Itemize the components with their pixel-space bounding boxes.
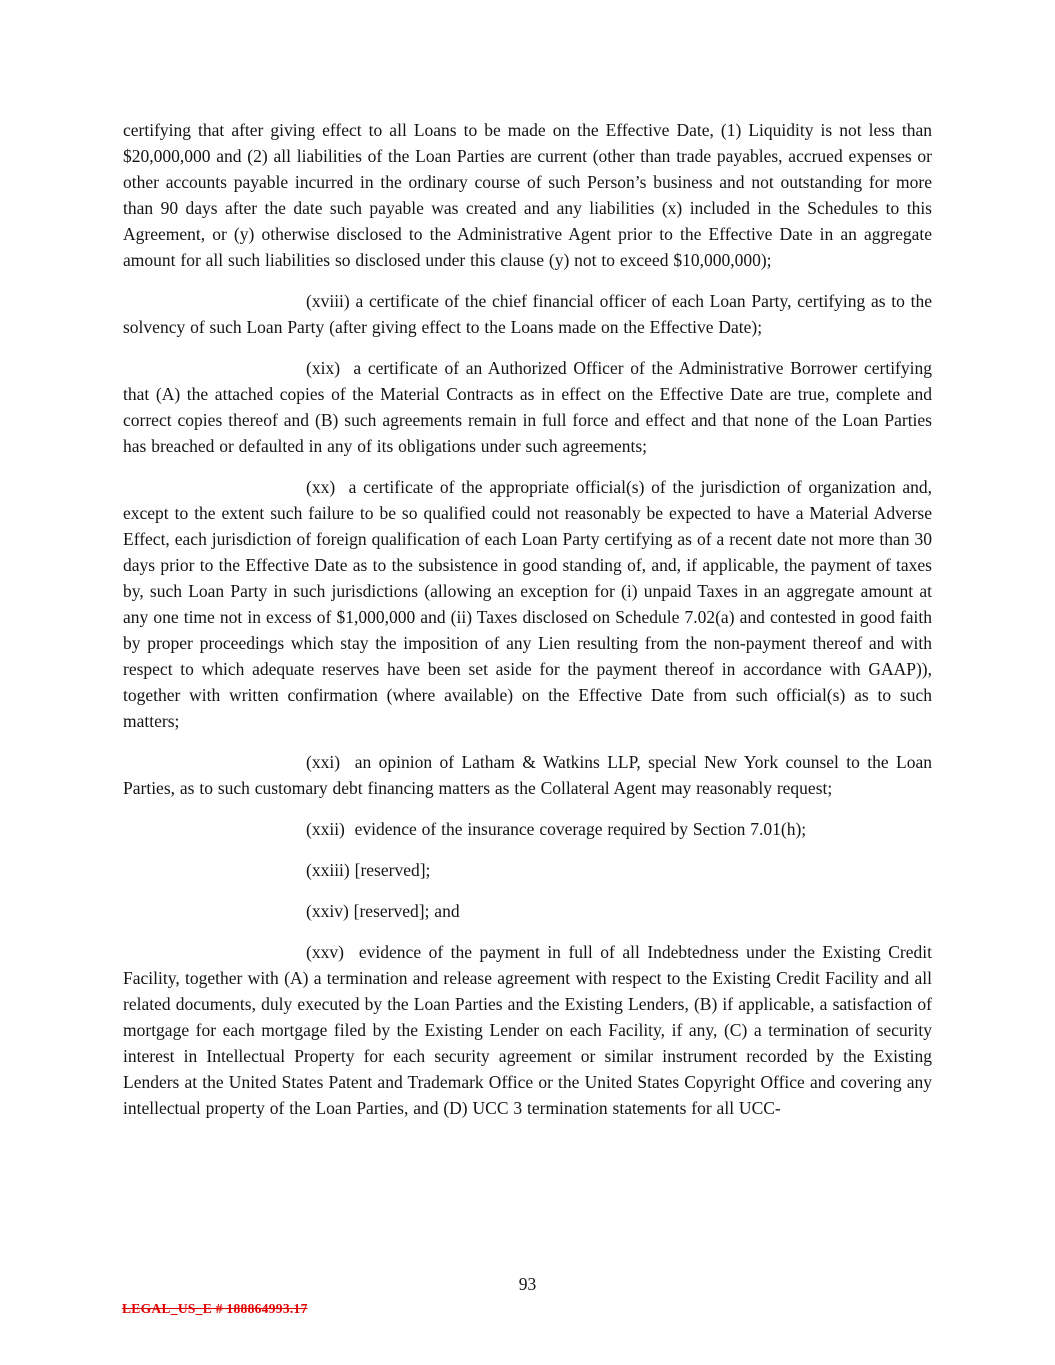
paragraph-xviii: (xviii) a certificate of the chief financial officer of each Loan Party, certifying as to the solvency of such Loan Party (after giving effect to the Loans made on the Effective Date); <box>123 291 932 337</box>
paragraph-continuation: certifying that after giving effect to all Loans to be made on the Effective Date, (1) Liquidity is not less than $20,000,000 and (2) all liabilities of the Loan Parties are current (other than trade payables, accrued expenses or other accounts payable incurred in the ordinary course of such Person’s business and not outstanding for more than 90 days after the date such payable was created and any liabilities (x) included in the Schedules to this Agreement, or (y) otherwise disclosed to the Administrative Agent prior to the Effective Date in an aggregate amount for all such liabilities so disclosed under this clause (y) not to exceed $10,000,000); <box>123 120 932 270</box>
document-body <box>123 117 932 1136</box>
paragraph-xxv: (xxv) evidence of the payment in full of all Indebtedness under the Existing Credit Facility, together with (A) a termination and release agreement with respect to the Existing Credit Facility and all related documents, duly executed by the Loan Parties and the Existing Lenders, (B) if applicable, a satisfaction of mortgage for each mortgage filed by the Existing Lender on each Facility, if any, (C) a termination of security interest in Intellectual Property for each security agreement or similar instrument recorded by the Existing Lenders at the United States Patent and Trademark Office or the United States Copyright Office and covering any intellectual property of the Loan Parties, and (D) UCC 3 termination statements for all UCC- <box>123 942 932 1118</box>
paragraph-xxiii: (xxiii) [reserved]; <box>306 860 431 880</box>
paragraph-xix: (xix) a certificate of an Authorized Officer of the Administrative Borrower certifying that (A) the attached copies of the Material Contracts as in effect on the Effective Date are true, complete and correct copies thereof and (B) such agreements remain in full force and effect and that none of the Loan Parties has breached or defaulted in any of its obligations under such agreements; <box>123 358 932 456</box>
paragraph-xx: (xx) a certificate of the appropriate official(s) of the jurisdiction of organization and, except to the extent such failure to be so qualified could not reasonably be expected to have a Material Adverse Effect, each jurisdiction of foreign qualification of each Loan Party certifying as of a recent date not more than 30 days prior to the Effective Date as to the subsistence in good standing of, and, if applicable, the payment of taxes by, such Loan Party in such jurisdictions (allowing an exception for (i) unpaid Taxes in an aggregate amount at any one time not in excess of $1,000,000 and (ii) Taxes disclosed on Schedule 7.02(a) and contested in good faith by proper proceedings which stay the imposition of any Lien resulting from the non-payment thereof and with respect to which adequate reserves have been set aside for the payment thereof in accordance with GAAP)), together with written confirmation (where available) on the Effective Date from such official(s) as to such matters; <box>123 477 932 731</box>
legal-stamp: LEGAL_US_E # 188864993.17 <box>122 1301 308 1316</box>
paragraph-xxiv: (xxiv) [reserved]; and <box>306 901 460 921</box>
paragraph-xxii: (xxii) evidence of the insurance coverage required by Section 7.01(h); <box>306 819 807 839</box>
paragraph-xxi: (xxi) an opinion of Latham & Watkins LLP, special New York counsel to the Loan Parties, as to such customary debt financing matters as the Collateral Agent may reasonably request; <box>123 752 932 798</box>
page-number: 93 <box>518 1274 537 1294</box>
